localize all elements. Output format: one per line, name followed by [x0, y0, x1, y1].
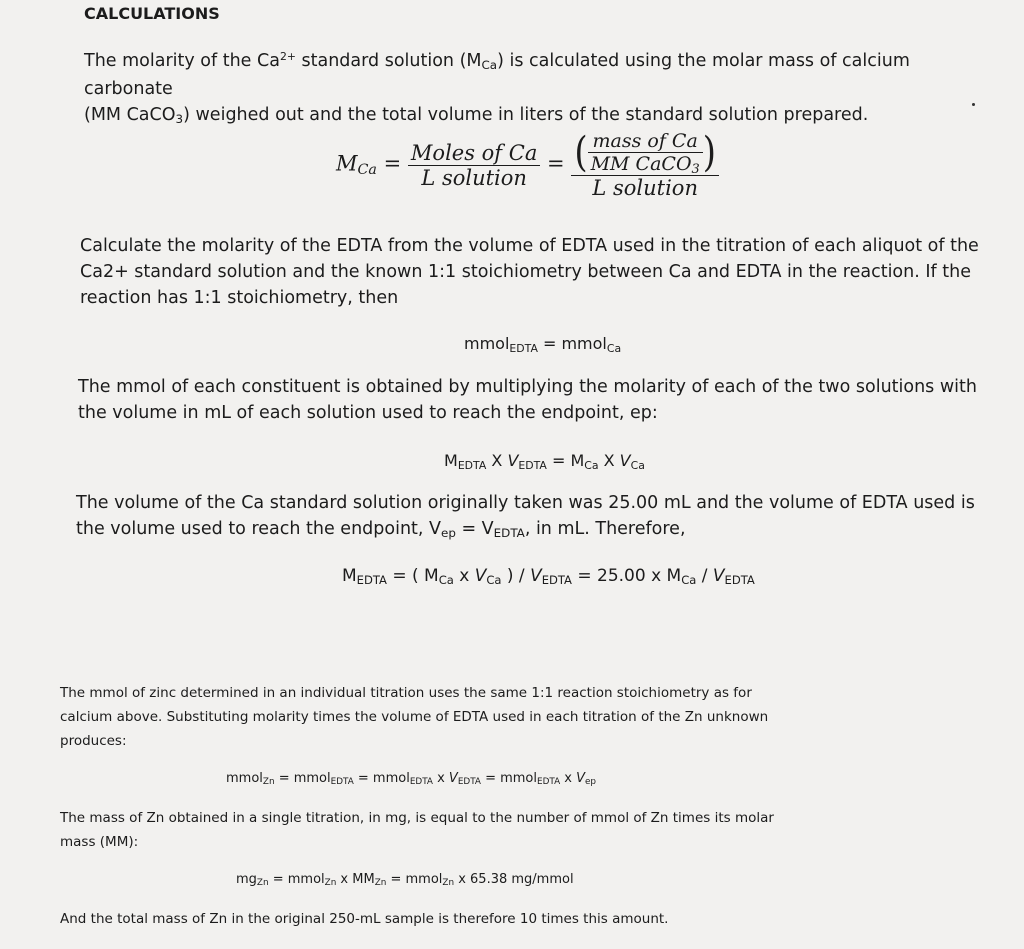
zinc-mmol-paragraph: The mmol of zinc determined in an individual titration uses the same 1:1 reaction stoichiometry as for calcium above. Substituting molarity times the volume of EDTA used in each titration of the Zn unknown produces: — [60, 685, 769, 749]
edta-molarity-equation: $M_{EDTA}$ = ( $M_{Ca}$ x $V_{Ca}$ ) / $V_{EDTA} = 25.00$ x $M_{Ca} / V_{EDTA}$ — [342, 566, 755, 587]
stray-mark — [972, 103, 975, 106]
zinc-mmol-equation: mmol$_{Zn}$ = mmol$_{EDTA}$ = mmol$_{EDTA}$ x $V_{EDTA}$ = mmol$_{EDTA}$ x $V_{ep}$ — [226, 771, 597, 788]
mmol-paragraph: The mmol of each constituent is obtained by multiplying the molarity of each of the two solutions with the volume in mL of each solution used to reach the endpoint, ep: — [78, 377, 977, 423]
intro-line-2: (MM CaCO$_3$) weighed out and the total volume in liters of the standard solution prepared. — [84, 105, 869, 126]
molarity-formula: $M_{Ca}$ = $\frac{\text{Moles of Ca}}{\text{L solution}}$ = ( $\frac{\text{mass of Ca}}{MM CaCO_3}$ ) L solution — [336, 130, 719, 200]
mass-fraction: ( $\frac{\text{mass of Ca}}{MM CaCO_3}$ ) L solution — [571, 130, 719, 200]
zinc-mass-equation: $mg_{Zn}$ = mmol$_{Zn}$ x $MM_{Zn}$ = mmol$_{Zn}$ x 65.38 mg/mmol — [236, 872, 574, 889]
molarity-volume-equation: $M_{EDTA}$ X $V_{EDTA} = M_{Ca}$ X $V_{Ca}$ — [444, 451, 645, 472]
section-heading: CALCULATIONS — [84, 4, 220, 23]
moles-fraction: $\frac{\text{Moles of Ca}}{\text{L solution}}$ — [408, 141, 540, 190]
intro-line-1: The molarity of the $Ca^{2+}$ standard solution $(M_{Ca})$ is calculated using the molar mass of calcium carbonate — [84, 50, 910, 99]
zinc-mass-paragraph: The mass of Zn obtained in a single titration, in mg, is equal to the number of mmol of Zn times its molar mass (MM): — [60, 810, 774, 850]
inner-fraction: $\frac{\text{mass of Ca}}{MM CaCO_3}$ — [588, 130, 703, 175]
intro-paragraph — [84, 48, 1004, 129]
mmol-equality-equation: mmol$_{EDTA}$ = mmol$_{Ca}$ — [464, 334, 622, 355]
volume-paragraph: The volume of the Ca standard solution originally taken was 25.00 mL and the volume of EDTA used is the volume used to reach the endpoint, $V_{ep} = V_{EDTA}$, in mL. Therefore, — [76, 493, 975, 540]
edta-molarity-paragraph: Calculate the molarity of the EDTA from the volume of EDTA used in the titration of each aliquot of the Ca2+ standard solution and the known 1:1 stoichiometry between Ca and EDTA in the reaction. If the reaction has 1:1 stoichiometry, then — [80, 236, 979, 308]
total-mass-sentence: And the total mass of Zn in the original 250-mL sample is therefore 10 times this amount. — [60, 911, 669, 927]
